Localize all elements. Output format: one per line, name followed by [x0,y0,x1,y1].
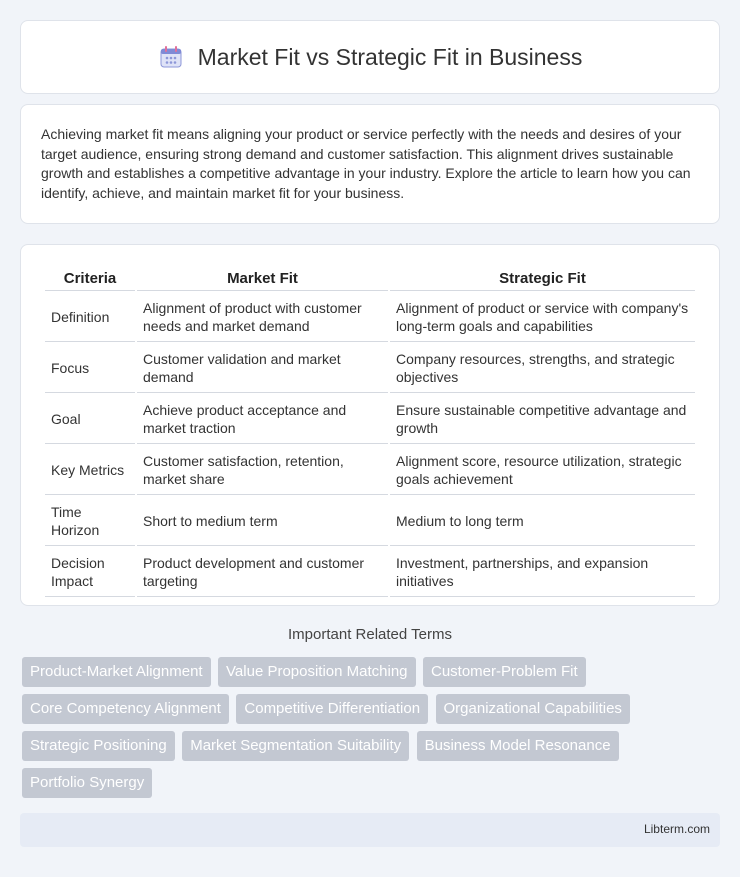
criteria-cell: Key Metrics [45,446,135,495]
related-term-tag[interactable]: Competitive Differentiation [236,694,428,724]
table-row [45,446,695,495]
related-term-tag[interactable]: Business Model Resonance [417,731,619,761]
criteria-cell: Definition [45,293,135,342]
table-row [45,344,695,393]
market-fit-cell: Alignment of product with customer needs and market demand [137,293,388,342]
strategic-fit-cell: Alignment score, resource utilization, strategic goals achievement [390,446,695,495]
related-term-tag[interactable]: Value Proposition Matching [218,657,416,687]
related-terms-list [22,657,722,805]
table-row [45,293,695,342]
criteria-cell: Decision Impact [45,548,135,597]
related-term-tag[interactable]: Core Competency Alignment [22,694,229,724]
table-row [45,395,695,444]
market-fit-cell: Short to medium term [137,497,388,546]
column-header: Market Fit [137,267,388,291]
criteria-cell: Focus [45,344,135,393]
strategic-fit-cell: Alignment of product or service with company's long-term goals and capabilities [390,293,695,342]
column-header: Criteria [45,267,135,291]
market-fit-cell: Achieve product acceptance and market traction [137,395,388,444]
table-row [45,548,695,597]
column-header: Strategic Fit [390,267,695,291]
footer [20,813,720,847]
criteria-cell: Time Horizon [45,497,135,546]
related-term-tag[interactable]: Organizational Capabilities [436,694,630,724]
related-term-tag[interactable]: Market Segmentation Suitability [182,731,409,761]
market-fit-cell: Customer satisfaction, retention, market share [137,446,388,495]
intro-card [20,104,720,224]
page-title: Market Fit vs Strategic Fit in Business [197,43,583,70]
calendar-icon [158,44,184,70]
related-term-tag[interactable]: Customer-Problem Fit [423,657,586,687]
market-fit-cell: Customer validation and market demand [137,344,388,393]
strategic-fit-cell: Company resources, strengths, and strategic objectives [390,344,695,393]
footer-site-link[interactable]: Libterm.com [643,822,710,836]
related-term-tag[interactable]: Strategic Positioning [22,731,175,761]
strategic-fit-cell: Medium to long term [390,497,695,546]
strategic-fit-cell: Ensure sustainable competitive advantage and growth [390,395,695,444]
table-header-row [45,267,695,291]
related-terms-heading: Important Related Terms [288,626,452,643]
table-row [45,497,695,546]
strategic-fit-cell: Investment, partnerships, and expansion initiatives [390,548,695,597]
criteria-cell: Goal [45,395,135,444]
comparison-table-card [20,244,720,606]
related-term-tag[interactable]: Product-Market Alignment [22,657,211,687]
intro-text: Achieving market fit means aligning your product or service perfectly with the needs and desires of your target audience, ensuring strong demand and customer satisfaction. This alignment drives sustainable growth and establishes a competitive advantage in your industry. Explore the article to learn how you can identify, achieve, and maintain market fit for your business. [41,126,691,201]
market-fit-cell: Product development and customer targeting [137,548,388,597]
header-card [20,20,720,94]
comparison-table [43,265,697,599]
related-term-tag[interactable]: Portfolio Synergy [22,768,152,798]
